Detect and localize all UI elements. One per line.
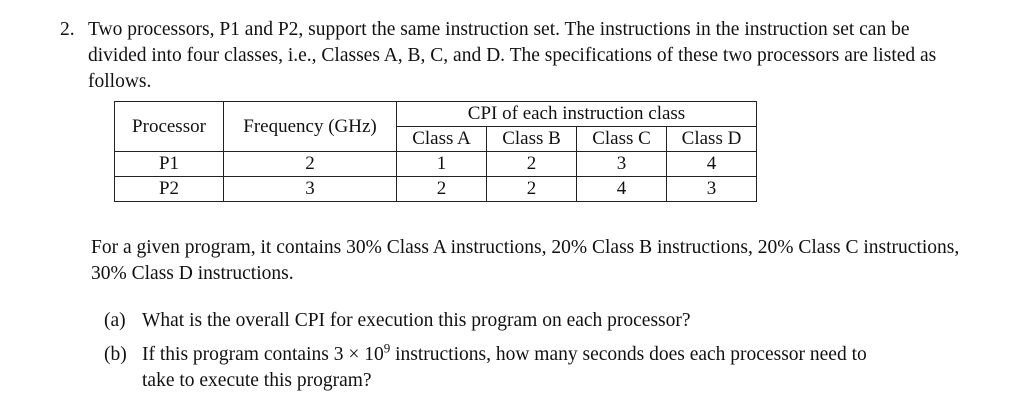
header-class-a: Class A xyxy=(397,127,487,152)
header-class-d: Class D xyxy=(667,127,757,152)
question-b-exponent: 9 xyxy=(383,340,391,356)
problem-intro xyxy=(60,17,960,95)
problem-number: 2. xyxy=(60,19,75,40)
cell-cpi-a: 1 xyxy=(397,152,487,177)
cell-processor: P2 xyxy=(115,177,224,202)
program-description: For a given program, it contains 30% Class A instructions, 20% Class B instructions, 20% Class C instructions, 30% Class D instructions. xyxy=(91,237,960,284)
table-row xyxy=(115,177,757,202)
question-b-text-before: If this program contains 3 × 10 xyxy=(142,344,384,365)
question-a-label: (a) xyxy=(104,310,126,331)
header-class-b: Class B xyxy=(487,127,577,152)
header-class-c: Class C xyxy=(577,127,667,152)
cell-cpi-d: 4 xyxy=(667,152,757,177)
question-b-text-after: instructions, how many seconds does each processor need to take to execute this program? xyxy=(142,344,867,391)
problem-intro-text: Two processors, P1 and P2, support the same instruction set. The instructions in the instruction set can be divided into four classes, i.e., Classes A, B, C, and D. The specifications of these two processors are listed as follows. xyxy=(88,19,937,92)
question-b-label: (b) xyxy=(104,344,127,365)
header-processor: Processor xyxy=(115,102,224,152)
header-cpi-group: CPI of each instruction class xyxy=(397,102,757,127)
cell-cpi-b: 2 xyxy=(487,152,577,177)
table-header-row xyxy=(115,102,757,127)
cell-cpi-a: 2 xyxy=(397,177,487,202)
cell-frequency: 3 xyxy=(224,177,397,202)
question-b-text xyxy=(142,342,882,394)
question-a xyxy=(104,308,882,334)
processor-spec-table xyxy=(114,101,757,202)
question-b xyxy=(104,342,882,394)
cell-cpi-c: 3 xyxy=(577,152,667,177)
cell-cpi-d: 3 xyxy=(667,177,757,202)
header-frequency: Frequency (GHz) xyxy=(224,102,397,152)
cell-cpi-b: 2 xyxy=(487,177,577,202)
cell-processor: P1 xyxy=(115,152,224,177)
table-row xyxy=(115,152,757,177)
cell-frequency: 2 xyxy=(224,152,397,177)
question-a-text: What is the overall CPI for execution this program on each processor? xyxy=(142,310,691,331)
cell-cpi-c: 4 xyxy=(577,177,667,202)
